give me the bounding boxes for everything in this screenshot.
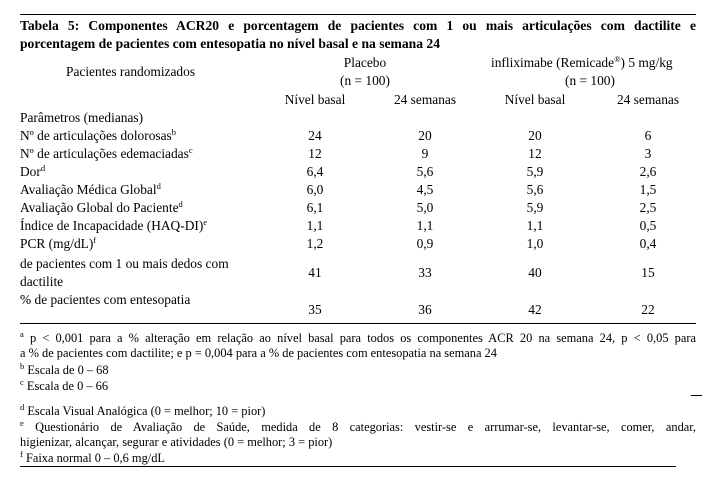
table-cell: 6,0 — [306, 182, 324, 197]
row-label-footnote-mark: c — [188, 145, 193, 155]
col-header-basal-placebo: Nível basal — [284, 92, 346, 107]
footnote-b: $^b$ Escala de 0 – 68 — [20, 361, 109, 377]
registered-mark: ® — [614, 54, 621, 64]
footnote-f-mark: f — [20, 449, 23, 459]
table-cell: 4,5 — [416, 182, 434, 197]
row-label: PCR $(mg/dL)^f$ — [20, 235, 97, 251]
table-cell: 1,1 — [416, 218, 434, 233]
table-cell: 6,4 — [306, 164, 324, 179]
header-infliximab-n: (n = 100) — [565, 73, 615, 88]
table-cell: 2,5 — [639, 200, 657, 215]
table-cell: 12 — [308, 146, 322, 161]
footnote-e-line-2: higienizar, alcançar, segurar e atividades (0 = melhor; 3 = pior) — [20, 435, 333, 449]
params-label: Parâmetros (medianas) — [20, 110, 144, 125]
table-cell: 5,9 — [526, 200, 544, 215]
table-cell: 12 — [528, 146, 542, 161]
table-cell: 20 — [418, 128, 432, 143]
infliximab-dose: ) 5 mg/kg — [620, 55, 673, 70]
row-label-footnote-mark: e — [203, 217, 208, 227]
footnote-b-mark: b — [20, 361, 25, 371]
footnote-d: $^d$ Escala Visual Analógica (0 = melhor; 10 = pior) — [20, 402, 266, 418]
col-header-24-placebo: 24 semanas — [393, 92, 457, 107]
table-cell: 0,9 — [416, 236, 434, 251]
footnote-e-mark: e — [20, 418, 24, 428]
header-randomized: Pacientes randomizados — [66, 64, 196, 79]
footnote-a-mark: a — [20, 329, 24, 339]
header-infliximab-name — [491, 55, 673, 71]
col-header-24-infliximab: 24 semanas — [616, 92, 680, 107]
table-cell: 36 — [418, 302, 432, 317]
table-cell: 6 — [644, 128, 652, 143]
caption-line-2: porcentagem de pacientes com entesopatia no nível basal e na semana 24 — [20, 36, 440, 51]
caption-line-1: Tabela 5: Componentes ACR20 e porcentagem de pacientes com 1 ou mais articulações com dactilite e — [20, 18, 696, 33]
row-label: Nº de articulações dolorosas$^b$ — [20, 127, 177, 143]
table-cell: 24 — [308, 128, 322, 143]
row-label: Avaliação Médica Global$^d$ — [20, 181, 161, 197]
infliximab-label: infliximabe (Remicade — [491, 55, 615, 70]
table-caption — [20, 17, 696, 53]
row-label-footnote-mark: d — [156, 181, 161, 191]
col-header-basal-infliximab: Nível basal — [504, 92, 566, 107]
table-cell: 5,6 — [416, 164, 434, 179]
row-label: Nº de articulações edemaciadas$^c$ — [20, 145, 193, 161]
row-label: Avaliação Global do Paciente$^d$ — [20, 199, 183, 215]
row-label: Dor$^d$ — [20, 163, 46, 179]
table-cell: 20 — [528, 128, 542, 143]
footnote-d-mark: d — [20, 402, 25, 412]
table-cell: 5,6 — [526, 182, 544, 197]
table-cell: 33 — [418, 265, 432, 280]
table-cell: 15 — [641, 265, 655, 280]
row-label-footnote-mark: d — [178, 199, 183, 209]
table-cell: 1,1 — [526, 218, 544, 233]
row-label-footnote-mark: f — [93, 235, 97, 245]
table-cell: 1,1 — [306, 218, 324, 233]
footnote-e-line-1: $^e$ Questionário de Avaliação de Saúde, medida de 8 categorias: vestir-se e arrumar-se, levantar-se, comer, andar, — [20, 418, 696, 434]
table-cell: 5,0 — [416, 200, 434, 215]
table-cell: 1,2 — [306, 236, 324, 251]
table-bottom-rule — [20, 323, 696, 324]
table-cell: 35 — [308, 302, 322, 317]
table-cell: 6,1 — [306, 200, 324, 215]
table-cell: 3 — [644, 146, 652, 161]
stray-dash — [691, 395, 702, 396]
table-cell: 1,0 — [526, 236, 544, 251]
table-cell: 22 — [641, 302, 655, 317]
table-cell: 5,9 — [526, 164, 544, 179]
footnote-c-mark: c — [20, 377, 24, 387]
header-placebo-n: (n = 100) — [340, 73, 390, 88]
top-rule — [20, 14, 696, 15]
table-cell: 0,4 — [639, 236, 657, 251]
row-label-footnote-mark: b — [171, 127, 177, 137]
row-label-footnote-mark: d — [40, 163, 46, 173]
footnote-c: $^c$ Escala de 0 – 66 — [20, 377, 109, 393]
table-cell: 41 — [308, 265, 322, 280]
header-placebo-name: Placebo — [343, 55, 387, 70]
footnote-a-line-1: $^a$ p < 0,001 para a % alteração em relação ao nível basal para todos os componentes ACR 20 na semana 24, p < 0,05 para — [20, 329, 696, 345]
table-cell: 9 — [421, 146, 429, 161]
row-label: de pacientes com 1 ou mais dedos com dactilite — [20, 256, 229, 289]
table-cell: 42 — [528, 302, 542, 317]
table-cell: 1,5 — [639, 182, 657, 197]
row-label: Índice de Incapacidade $(HAQ-DI)^e$ — [20, 217, 208, 233]
footnotes-bottom-rule — [20, 466, 676, 467]
footnote-a — [20, 331, 696, 361]
table-cell: 40 — [528, 265, 542, 280]
footnote-e — [20, 420, 696, 450]
row-label: % de pacientes com entesopatia — [20, 292, 191, 307]
footnote-f: $^f$ Faixa normal 0 – 0,6 mg/dL — [20, 449, 165, 465]
table-cell: 2,6 — [639, 164, 657, 179]
table-cell: 0,5 — [639, 218, 657, 233]
footnote-a-line-2: a % de pacientes com dactilite; e p = 0,004 para a % de pacientes com entesopatia na semana 24 — [20, 346, 497, 360]
